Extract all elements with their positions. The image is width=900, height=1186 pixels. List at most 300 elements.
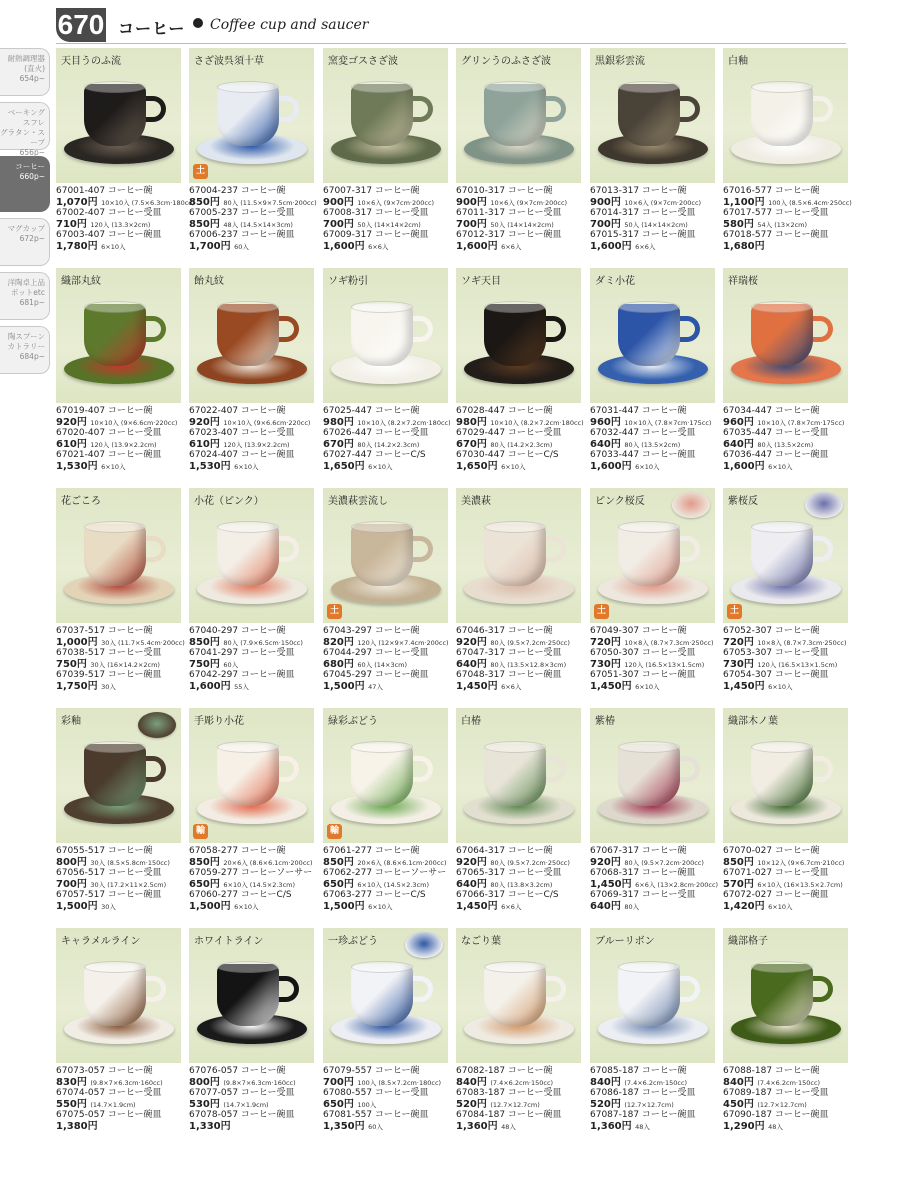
item-spec: 6×6入 xyxy=(635,243,656,251)
item-code: 67020-407 コーヒー受皿 xyxy=(56,428,162,438)
item-spec: 120入 (12×9×7.4cm·200cc) xyxy=(357,639,449,647)
product-name: 手彫り小花 xyxy=(194,716,244,727)
cup-shape xyxy=(351,744,413,806)
price-line xyxy=(323,681,455,692)
price-line xyxy=(456,879,588,890)
cup-rim-shape xyxy=(351,741,413,753)
item-spec: 120入 (13.9×2.2cm) xyxy=(90,441,157,449)
product-card[interactable] xyxy=(456,708,581,920)
cup-shape xyxy=(351,964,413,1026)
product-photo xyxy=(189,928,314,1063)
product-card[interactable] xyxy=(590,928,715,1140)
price-line xyxy=(189,219,321,230)
product-photo xyxy=(189,708,314,843)
item-code: 67029-447 コーヒー受皿 xyxy=(456,428,562,438)
cup-shape xyxy=(217,304,279,366)
cup-rim-shape xyxy=(217,81,279,93)
item-price: 1,450円 xyxy=(723,681,769,692)
item-spec: 48入 xyxy=(501,1123,516,1131)
material-badge: 輸 xyxy=(193,824,208,839)
item-spec: 30入 xyxy=(101,683,116,691)
product-name: 小花（ピンク） xyxy=(194,496,264,507)
item-price: 1,360円 xyxy=(590,1121,636,1132)
item-code: 67034-447 コーヒー碗 xyxy=(723,406,820,416)
item-code: 67084-187 コーヒー碗皿 xyxy=(456,1110,562,1120)
item-code: 67086-187 コーヒー受皿 xyxy=(590,1088,696,1098)
price-line xyxy=(189,857,321,868)
item-code: 67001-407 コーヒー碗 xyxy=(56,186,153,196)
item-code: 67046-317 コーヒー碗 xyxy=(456,626,553,636)
cup-shape xyxy=(751,84,813,146)
product-card[interactable] xyxy=(323,708,448,920)
price-line xyxy=(189,659,321,670)
page-title: コーヒー xyxy=(118,19,186,38)
item-code: 67082-187 コーヒー碗 xyxy=(456,1066,553,1076)
product-photo xyxy=(323,48,448,183)
product-name: ソギ天目 xyxy=(461,276,501,287)
cup-shape xyxy=(84,524,146,586)
price-line xyxy=(189,901,321,912)
product-card[interactable] xyxy=(56,708,181,920)
product-photo xyxy=(590,268,715,403)
cup-rim-shape xyxy=(217,521,279,533)
cup-rim-shape xyxy=(217,301,279,313)
item-price: 1,500円 xyxy=(56,901,102,912)
product-card[interactable] xyxy=(189,268,314,480)
price-line xyxy=(189,879,321,890)
item-code: 67081-557 コーヒー碗皿 xyxy=(323,1110,429,1120)
price-line xyxy=(456,681,588,692)
cup-shape xyxy=(751,524,813,586)
cup-rim-shape xyxy=(351,521,413,533)
product-card[interactable] xyxy=(189,488,314,700)
item-spec: 6×6入 xyxy=(501,243,522,251)
price-line xyxy=(456,901,588,912)
price-line xyxy=(590,1099,722,1110)
product-card[interactable] xyxy=(456,268,584,480)
product-card[interactable] xyxy=(723,268,848,480)
product-card[interactable] xyxy=(56,488,185,700)
product-details xyxy=(189,406,321,472)
item-code: 67070-027 コーヒー碗 xyxy=(723,846,820,856)
material-badge: 土 xyxy=(327,604,342,619)
product-card[interactable] xyxy=(56,268,181,480)
item-code: 67085-187 コーヒー碗 xyxy=(590,1066,687,1076)
item-code: 67079-557 コーヒー碗 xyxy=(323,1066,420,1076)
item-price: 1,650円 xyxy=(323,461,369,472)
item-spec: 48入 xyxy=(635,1123,650,1131)
item-code: 67025-447 コーヒー碗 xyxy=(323,406,420,416)
item-code: 67040-297 コーヒー碗 xyxy=(189,626,286,636)
item-spec: 10×6入 (9×7cm·200cc) xyxy=(357,199,435,207)
item-price: 650円 xyxy=(323,1099,358,1110)
section-tab[interactable]: コーヒー 660p~ xyxy=(0,156,50,212)
item-code: 67024-407 コーヒー碗皿 xyxy=(189,450,295,460)
section-tab[interactable]: 洋陶卓上品 ポットetc 681p~ xyxy=(0,272,50,320)
item-price: 960円 xyxy=(590,417,625,428)
item-spec: 6×6入 xyxy=(501,903,522,911)
item-code: 67003-407 コーヒー碗皿 xyxy=(56,230,162,240)
product-card[interactable] xyxy=(323,48,448,260)
item-code: 67056-517 コーヒー受皿 xyxy=(56,868,162,878)
product-details xyxy=(723,626,855,692)
product-card[interactable] xyxy=(189,48,317,260)
product-photo xyxy=(590,48,715,183)
product-card[interactable] xyxy=(590,268,715,480)
cup-rim-shape xyxy=(618,301,680,313)
item-code: 67074-057 コーヒー受皿 xyxy=(56,1088,162,1098)
item-price: 700円 xyxy=(456,219,491,230)
item-price: 1,070円 xyxy=(56,197,102,208)
item-code: 67087-187 コーヒー碗皿 xyxy=(590,1110,696,1120)
cup-rim-shape xyxy=(751,521,813,533)
item-spec: 10×6入 (9×7cm·200cc) xyxy=(624,199,702,207)
cup-rim-shape xyxy=(618,961,680,973)
item-spec: 100入 xyxy=(357,1101,377,1109)
price-line xyxy=(189,461,321,472)
item-code: 67005-237 コーヒー受皿 xyxy=(189,208,295,218)
item-price: 1,360円 xyxy=(456,1121,502,1132)
cup-shape xyxy=(618,964,680,1026)
price-line xyxy=(723,1121,855,1132)
item-price: 550円 xyxy=(56,1099,91,1110)
plate-inset-shape xyxy=(405,932,443,958)
item-spec: 6×10入 xyxy=(768,683,793,691)
product-card[interactable] xyxy=(723,48,852,260)
price-line xyxy=(189,1077,321,1088)
item-spec: 30入 (8.5×5.8cm·150cc) xyxy=(90,859,170,867)
cup-shape xyxy=(351,84,413,146)
product-card[interactable] xyxy=(456,928,581,1140)
product-photo xyxy=(189,488,314,623)
item-code: 67033-447 コーヒー碗皿 xyxy=(590,450,696,460)
item-code: 67007-317 コーヒー碗 xyxy=(323,186,420,196)
section-index-tabs xyxy=(0,48,50,380)
item-spec: 6×10入 xyxy=(768,463,793,471)
item-spec: 80入 (13.5×2cm) xyxy=(624,441,681,449)
item-price: 820円 xyxy=(323,637,358,648)
price-line xyxy=(590,681,722,692)
product-details xyxy=(323,1066,455,1132)
material-badge: 輸 xyxy=(327,824,342,839)
product-details xyxy=(456,406,588,472)
item-spec: 120入 (13.3×2cm) xyxy=(90,221,151,229)
item-price: 1,600円 xyxy=(590,461,636,472)
item-code: 67043-297 コーヒー碗 xyxy=(323,626,420,636)
item-price: 1,100円 xyxy=(723,197,769,208)
item-code: 67022-407 コーヒー碗 xyxy=(189,406,286,416)
item-price: 1,600円 xyxy=(590,241,636,252)
item-spec: 30入 (11.7×5.4cm·200cc) xyxy=(101,639,185,647)
price-line xyxy=(590,1077,722,1088)
product-card[interactable] xyxy=(189,708,314,920)
item-price: 1,530円 xyxy=(189,461,235,472)
item-code: 67073-057 コーヒー碗 xyxy=(56,1066,153,1076)
product-card[interactable] xyxy=(56,48,195,260)
product-details xyxy=(323,626,455,692)
product-card[interactable] xyxy=(723,488,848,700)
item-code: 67031-447 コーヒー碗 xyxy=(590,406,687,416)
product-card[interactable] xyxy=(456,488,581,700)
item-code: 67064-317 コーヒー碗 xyxy=(456,846,553,856)
product-name: 美濃萩 xyxy=(461,496,491,507)
product-photo xyxy=(323,708,448,843)
product-name: なごり葉 xyxy=(461,936,501,947)
price-line xyxy=(723,241,855,252)
item-price: 1,500円 xyxy=(323,681,369,692)
item-price: 1,450円 xyxy=(456,901,502,912)
product-name: 織部丸紋 xyxy=(61,276,101,287)
product-card[interactable] xyxy=(723,708,848,920)
section-tab[interactable]: 耐熱調理器 (直火) 654p~ xyxy=(0,48,50,96)
item-price: 850円 xyxy=(189,637,224,648)
item-price: 640円 xyxy=(456,659,491,670)
cup-shape xyxy=(84,304,146,366)
item-price: 1,600円 xyxy=(189,681,235,692)
price-line xyxy=(189,1121,321,1132)
item-code: 67051-307 コーヒー碗皿 xyxy=(590,670,696,680)
product-card[interactable] xyxy=(590,48,715,260)
item-price: 920円 xyxy=(56,417,91,428)
product-details xyxy=(189,186,321,252)
item-spec: 80入 (13.5×12.8×3cm) xyxy=(490,661,567,669)
product-photo xyxy=(323,928,448,1063)
item-code: 67048-317 コーヒー碗皿 xyxy=(456,670,562,680)
item-code: 67035-447 コーヒー受皿 xyxy=(723,428,829,438)
product-name: 花ごころ xyxy=(61,496,101,507)
product-name: 白椿 xyxy=(461,716,481,727)
cup-shape xyxy=(484,964,546,1026)
item-spec: 80入 (14.2×2.3cm) xyxy=(490,441,553,449)
product-details xyxy=(456,626,588,692)
price-line xyxy=(323,439,455,450)
item-price: 640円 xyxy=(456,879,491,890)
product-card[interactable] xyxy=(590,488,715,700)
item-code: 67088-187 コーヒー碗 xyxy=(723,1066,820,1076)
item-code: 67002-407 コーヒー受皿 xyxy=(56,208,162,218)
product-photo xyxy=(56,928,181,1063)
item-price: 1,700円 xyxy=(189,241,235,252)
cup-rim-shape xyxy=(618,521,680,533)
item-spec: 6×10入 xyxy=(101,243,126,251)
product-photo xyxy=(456,708,581,843)
item-price: 900円 xyxy=(456,197,491,208)
item-code: 67014-317 コーヒー受皿 xyxy=(590,208,696,218)
item-code: 67090-187 コーヒー碗皿 xyxy=(723,1110,829,1120)
item-spec: 30入 (16×14.2×2cm) xyxy=(90,661,160,669)
cup-rim-shape xyxy=(84,741,146,753)
cup-shape xyxy=(84,84,146,146)
cup-shape xyxy=(351,524,413,586)
product-photo xyxy=(323,488,448,623)
price-line xyxy=(590,637,722,648)
item-price: 920円 xyxy=(590,857,625,868)
product-photo xyxy=(456,268,581,403)
item-code: 67077-057 コーヒー受皿 xyxy=(189,1088,295,1098)
item-code: 67083-187 コーヒー受皿 xyxy=(456,1088,562,1098)
item-spec: (14.7×1.9cm) xyxy=(90,1101,136,1109)
item-code: 67042-297 コーヒー碗皿 xyxy=(189,670,295,680)
product-details xyxy=(56,626,188,692)
price-line xyxy=(590,417,722,428)
item-spec: 20×6入 (8.6×6.1cm·200cc) xyxy=(357,859,447,867)
item-code: 67053-307 コーヒー受皿 xyxy=(723,648,829,658)
item-code: 67075-057 コーヒー碗皿 xyxy=(56,1110,162,1120)
bullet-icon xyxy=(193,18,203,28)
item-code: 67038-517 コーヒー受皿 xyxy=(56,648,162,658)
item-code: 67072-027 コーヒー碗皿 xyxy=(723,890,829,900)
item-price: 900円 xyxy=(323,197,358,208)
product-details xyxy=(56,406,188,472)
item-price: 1,650円 xyxy=(456,461,502,472)
item-code: 67089-187 コーヒー受皿 xyxy=(723,1088,829,1098)
item-spec: 6×10入 xyxy=(635,463,660,471)
price-line xyxy=(456,857,588,868)
product-name: 窯変ゴスさざ波 xyxy=(328,56,398,67)
item-price: 640円 xyxy=(590,901,625,912)
item-price: 1,500円 xyxy=(189,901,235,912)
product-name: 紫椿 xyxy=(595,716,615,727)
product-details xyxy=(723,1066,855,1132)
item-spec: 120入 (16.5×13×1.5cm) xyxy=(757,661,838,669)
product-name: 祥瑞桜 xyxy=(728,276,758,287)
cup-rim-shape xyxy=(484,521,546,533)
price-line xyxy=(323,1121,455,1132)
item-spec: 30入 (17.2×11×2.5cm) xyxy=(90,881,167,889)
item-spec: 50入 (14×14×2cm) xyxy=(490,221,554,229)
product-card[interactable] xyxy=(323,928,448,1140)
item-spec: 6×6入 xyxy=(368,243,389,251)
item-price: 700円 xyxy=(323,1077,358,1088)
price-line xyxy=(456,637,588,648)
price-line xyxy=(590,439,722,450)
material-badge: 土 xyxy=(594,604,609,619)
price-line xyxy=(189,681,321,692)
cup-shape xyxy=(484,304,546,366)
item-code: 67069-317 コーヒー受皿 xyxy=(590,890,696,900)
item-code: 67006-237 コーヒー碗皿 xyxy=(189,230,295,240)
product-photo xyxy=(723,928,848,1063)
price-line xyxy=(323,417,455,428)
product-photo xyxy=(590,708,715,843)
product-card[interactable] xyxy=(323,488,448,700)
item-code: 67065-317 コーヒー受皿 xyxy=(456,868,562,878)
item-spec: 6×10入 (14.5×2.3cm) xyxy=(357,881,430,889)
item-spec: 6×6入 (13×2.8cm·200cc) xyxy=(635,881,719,889)
item-price: 580円 xyxy=(723,219,758,230)
item-code: 67050-307 コーヒー受皿 xyxy=(590,648,696,658)
cup-shape xyxy=(484,744,546,806)
item-price: 680円 xyxy=(323,659,358,670)
product-name: ソギ粉引 xyxy=(328,276,368,287)
price-line xyxy=(323,901,455,912)
price-line xyxy=(456,241,588,252)
cup-rim-shape xyxy=(618,741,680,753)
item-price: 980円 xyxy=(456,417,491,428)
price-line xyxy=(723,637,855,648)
product-name: グリンうのふさざ波 xyxy=(461,56,551,67)
product-card[interactable] xyxy=(189,928,314,1140)
product-name: 天目うのふ流 xyxy=(61,56,121,67)
item-spec: 10×10入 (7.8×7cm·175cc) xyxy=(757,419,845,427)
product-photo xyxy=(723,268,848,403)
price-line xyxy=(323,197,455,208)
item-price: 730円 xyxy=(723,659,758,670)
item-price: 840円 xyxy=(723,1077,758,1088)
item-price: 850円 xyxy=(723,857,758,868)
item-price: 840円 xyxy=(456,1077,491,1088)
item-spec: 10×6入 (9×7cm·200cc) xyxy=(490,199,568,207)
item-price: 1,000円 xyxy=(56,637,102,648)
item-code: 67021-407 コーヒー碗皿 xyxy=(56,450,162,460)
price-line xyxy=(590,461,722,472)
item-spec: 55入 xyxy=(234,683,249,691)
product-details xyxy=(323,406,455,472)
price-line xyxy=(456,439,588,450)
plate-inset-shape xyxy=(672,492,710,518)
product-card[interactable] xyxy=(456,48,581,260)
item-spec: 80入 (11.5×9×7.5cm·200cc) xyxy=(223,199,317,207)
item-spec: 50入 (14×14×2cm) xyxy=(624,221,688,229)
material-badge: 土 xyxy=(193,164,208,179)
item-code: 67026-447 コーヒー受皿 xyxy=(323,428,429,438)
price-line xyxy=(56,197,195,208)
item-spec: 30入 xyxy=(101,903,116,911)
product-name: ピンク桜反 xyxy=(595,496,645,507)
product-details xyxy=(456,1066,588,1132)
cup-shape xyxy=(751,304,813,366)
item-price: 1,750円 xyxy=(56,681,102,692)
item-spec: 10×8入 (8.7×7.3cm·250cc) xyxy=(624,639,714,647)
price-line xyxy=(323,1077,455,1088)
section-tab[interactable]: ベーキング スフレ グラタン・スープ 656p~ xyxy=(0,102,50,150)
cup-rim-shape xyxy=(217,741,279,753)
price-line xyxy=(590,197,722,208)
item-price: 700円 xyxy=(323,219,358,230)
section-tab[interactable]: マグカップ 672p~ xyxy=(0,218,50,266)
product-photo xyxy=(323,268,448,403)
product-name: 緑彩ぶどう xyxy=(328,716,378,727)
product-name: さざ波呉須十草 xyxy=(194,56,264,67)
page-subtitle: Coffee cup and saucer xyxy=(210,17,369,33)
product-name: 美濃萩雲流し xyxy=(328,496,388,507)
item-spec: 80入 (9.5×7.2cm·250cc) xyxy=(490,859,570,867)
product-card[interactable] xyxy=(56,928,181,1140)
item-code: 67011-317 コーヒー受皿 xyxy=(456,208,562,218)
item-price: 1,330円 xyxy=(189,1121,231,1132)
item-price: 920円 xyxy=(456,857,491,868)
item-code: 67039-517 コーヒー碗皿 xyxy=(56,670,162,680)
item-spec: 6×10入 xyxy=(368,463,393,471)
price-line xyxy=(56,879,188,890)
product-card[interactable] xyxy=(723,928,848,1140)
cup-rim-shape xyxy=(484,81,546,93)
product-details xyxy=(723,846,855,912)
product-card[interactable] xyxy=(323,268,451,480)
item-code: 67044-297 コーヒー受皿 xyxy=(323,648,429,658)
item-code: 67076-057 コーヒー碗 xyxy=(189,1066,286,1076)
product-card[interactable] xyxy=(590,708,719,920)
product-details xyxy=(723,406,855,472)
item-spec: (7.4×6.2cm·150cc) xyxy=(757,1079,821,1087)
product-details xyxy=(590,846,722,912)
item-price: 650円 xyxy=(323,879,358,890)
price-line xyxy=(590,1121,722,1132)
item-spec: 6×10入 xyxy=(501,463,526,471)
cup-rim-shape xyxy=(217,961,279,973)
product-name: ダミ小花 xyxy=(595,276,635,287)
section-tab[interactable]: 陶スプーン カトラリー 684p~ xyxy=(0,326,50,374)
